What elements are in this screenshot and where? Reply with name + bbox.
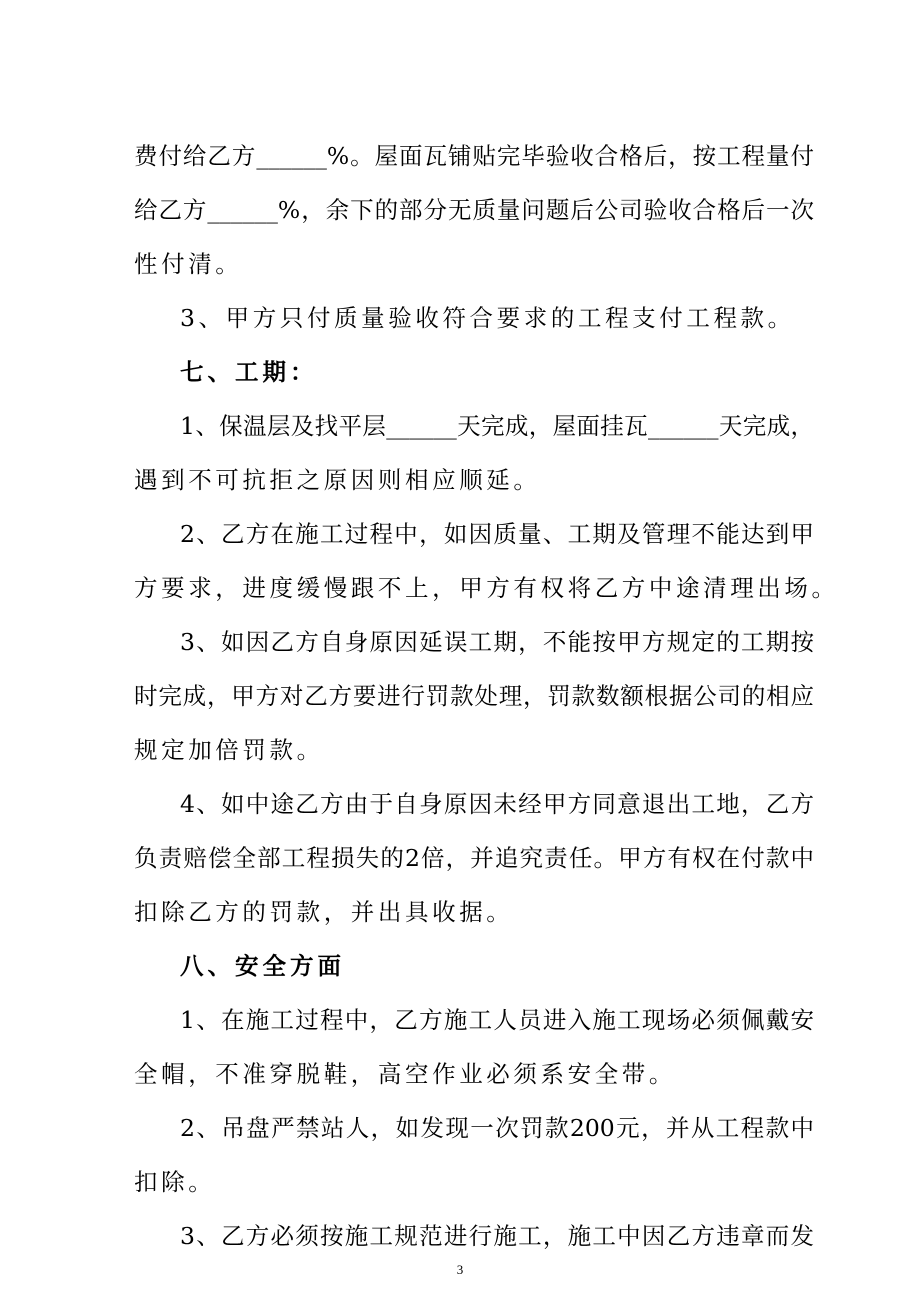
paragraph-line: 1、保温层及找平层______天完成，屋面挂瓦______天完成， [180, 412, 814, 440]
paragraph-line: 扣除乙方的罚款，并出具收据。 [134, 898, 514, 926]
page-number: 3 [456, 1262, 464, 1277]
paragraph-line: 费付给乙方______%。屋面瓦铺贴完毕验收合格后，按工程量付 [134, 142, 814, 170]
section-heading-safety: 八、安全方面 [180, 952, 345, 980]
paragraph-line: 2、乙方在施工过程中，如因质量、工期及管理不能达到甲 [180, 520, 814, 548]
paragraph-line: 1、在施工过程中，乙方施工人员进入施工现场必须佩戴安 [180, 1006, 814, 1034]
paragraph-line: 规定加倍罚款。 [134, 736, 324, 764]
paragraph-line: 2、吊盘严禁站人，如发现一次罚款200元，并从工程款中 [180, 1114, 814, 1142]
paragraph-line: 3、甲方只付质量验收符合要求的工程支付工程款。 [180, 304, 795, 332]
paragraph-line: 全帽，不准穿脱鞋，高空作业必须系安全带。 [134, 1060, 676, 1088]
paragraph-line: 性付清。 [134, 250, 243, 278]
paragraph-line: 3、乙方必须按施工规范进行施工，施工中因乙方违章而发 [180, 1222, 814, 1250]
paragraph-line: 时完成，甲方对乙方要进行罚款处理，罚款数额根据公司的相应 [134, 682, 814, 710]
paragraph-line: 遇到不可抗拒之原因则相应顺延。 [134, 466, 541, 494]
section-heading-schedule: 七、工期： [180, 358, 318, 386]
paragraph-line: 4、如中途乙方由于自身原因未经甲方同意退出工地，乙方 [180, 790, 814, 818]
paragraph-line: 扣除。 [134, 1168, 216, 1196]
paragraph-line: 3、如因乙方自身原因延误工期，不能按甲方规定的工期按 [180, 628, 814, 656]
paragraph-line: 负责赔偿全部工程损失的2倍，并追究责任。甲方有权在付款中 [134, 844, 814, 872]
paragraph-line: 方要求，进度缓慢跟不上，甲方有权将乙方中途清理出场。 [134, 574, 839, 602]
paragraph-line: 给乙方______%，余下的部分无质量问题后公司验收合格后一次 [134, 196, 814, 224]
